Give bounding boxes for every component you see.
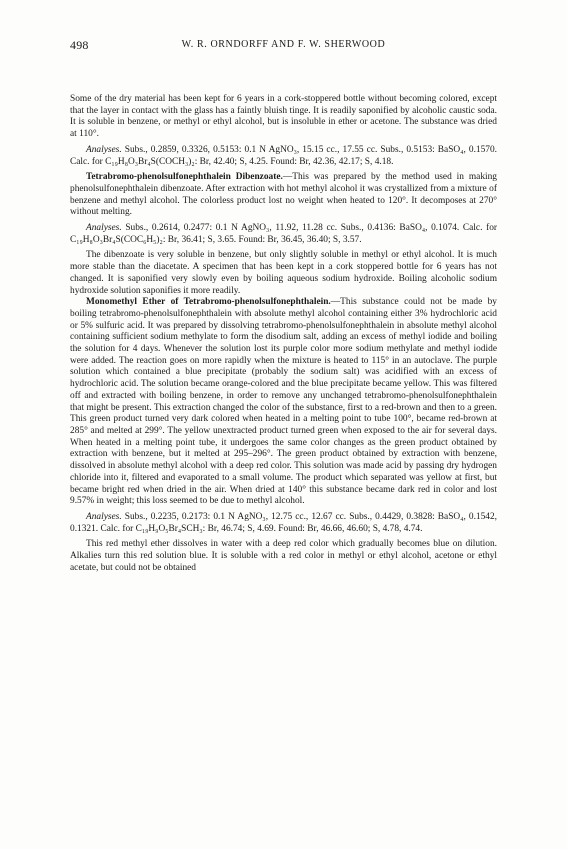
paragraph-red-methyl-ether: This red methyl ether dissolves in water with a deep red color which gradually becomes blue on dilution. Alkalies turn this red solution blue. It is soluble with a red color in methyl or ethyl alcohol, acetone or ethyl acetate, but could not be obtained (70, 539, 497, 573)
paragraph-analyses-methyl-ether (70, 512, 497, 535)
analyses-label: Analyses. (86, 223, 122, 234)
analyses-text: Subs., 0.2859, 0.3326, 0.5153: 0.1 N AgNO₃, 15.15 cc., 17.55 cc. Subs., 0.5153: BaSO₄, 0.1570. Calc. for C₁₉H₈O₃Br₄S(COCH₃)₂: Br, 42.40; S, 4.25. Found: Br, 42.36, 42.17; S, 4.18. (70, 144, 498, 167)
page-number: 498 (70, 38, 89, 52)
analyses-text: Subs., 0.2235, 0.2173: 0.1 N AgNO₃, 12.75 cc., 12.67 cc. Subs., 0.4429, 0.3828: BaSO₄, 0.1542, 0.1321. Calc. for C₁₉H₉O₅Br₄SCH₃: Br, 46.74; S, 4.69. Found: Br, 46.66, 46.60; S, 4.78, 4.74. (70, 511, 498, 534)
paragraph-analyses-dibenzoate (70, 223, 497, 246)
page-header (70, 38, 497, 54)
analyses-label: Analyses. (86, 511, 122, 522)
paragraph-monomethyl-ether: Monomethyl Ether of Tetrabromo-phenolsulfonephthalein.—This substance could not be made by boiling tetrabromo-phenolsulfonephthalein with absolute methyl alcohol containing either 3% hydrochloric acid or 5% sulfuric acid. It was prepared by dissolving tetrabromo-phenolsulfonephthalein in absolute methyl alcohol containing sufficient sodium methylate to form the disodium salt, adding an excess of methyl iodide and boiling the solution for 4 days. Whenever the solution lost its purple color more sodium methylate and methyl iodide were added. The reaction goes on more rapidly when the mixture is heated to 115° in an autoclave. The purple solution which contained a blue precipitate (probably the sodium salt) was acidified with an excess of hydrochloric acid. The solution became orange-colored and the blue precipitate became yellow. This was filtered off and extracted with boiling benzene, in order to remove any unchanged tetrabromo-phenolsulfonephthalein that might be present. This extraction changed the color of the substance, first to a red-brown and then to a green. This green product turned very dark colored when heated in a melting point to tube 100°, became red-brown at 285° and melted at 299°. The yellow unextracted product turned green when exposed to the air for several days. When heated in a melting point tube, it undergoes the same color changes as the green product obtained by extraction with benzene, but it melted at 295–296°. The green product obtained by extraction with benzene, dissolved in absolute methyl alcohol with a deep red color. This solution was made acid by passing dry hydrogen chloride into it, filtered and evaporated to a small volume. The product which separated was yellow at first, but became bright red when dried in the air. When dried at 140° this substance became dark red in color and lost 9.57% in weight; this loss seemed to be due to methyl alcohol. (70, 297, 497, 507)
analyses-text: Subs., 0.2614, 0.2477: 0.1 N AgNO₃, 11.92, 11.28 cc. Subs., 0.4136: BaSO₄, 0.1074. Calc. for C₁₉H₈O₃Br₄S(COC₆H₅)₂: Br, 36.41; S, 3.65. Found: Br, 36.45, 36.40; S, 3.57. (70, 223, 498, 245)
paragraph-text: This substance could not be made by boiling tetrabromo-phenolsulfonephthalein with absolute methyl alcohol containing either 3% hydrochloric acid or 5% sulfuric acid. It was prepared by dissolving tetrabromo-phenolsulfonephthalein in absolute methyl alcohol containing sufficient sodium methylate to form the disodium salt, adding an excess of methyl iodide and boiling the solution for 4 days. Whenever the solution lost its purple color more sodium methylate and methyl iodide were added. The reaction goes on more rapidly when the mixture is heated to 115° in an autoclave. The purple solution which contained a blue precipitate (probably the sodium salt) was acidified with an excess of hydrochloric acid. The solution became orange-colored and the blue precipitate became yellow. This was filtered off and extracted with boiling benzene, in order to remove any unchanged tetrabromo-phenolsulfonephthalein that might be present. This extraction changed the color of the substance, first to a red-brown and then to a green. This green product turned very dark colored when heated in a melting point to tube 100°, became red-brown at 285° and melted at 299°. The yellow unextracted product turned green when exposed to the air for several days. When heated in a melting point tube, it undergoes the same color changes as the green product obtained by extraction with benzene, but it melted at 295–296°. The green product obtained by extraction with benzene, dissolved in absolute methyl alcohol with a deep red color. This solution was made acid by passing dry hydrogen chloride into it, filtered and evaporated to a small volume. The product which separated was yellow at first, but became bright red when dried in the air. When dried at 140° this substance became dark red in color and lost 9.57% in weight; this loss seemed to be due to methyl alcohol. (70, 297, 497, 507)
section-heading-dibenzoate: Tetrabromo-phenolsulfonephthalein Dibenzoate. (86, 172, 283, 183)
paragraph-text: This was prepared by the method used in making phenolsulfonephthalein dibenzoate. After extraction with hot methyl alcohol it was crystallized from a mixture of benzene and methyl alcohol. The colorless product lost no weight when heated to 120°. It decomposes at 270° without melting. (70, 172, 497, 218)
analyses-label: Analyses. (86, 144, 122, 155)
paragraph-analyses-diacetate (70, 145, 497, 168)
paragraph-dry-material: Some of the dry material has been kept for 6 years in a cork-stoppered bottle without becoming colored, except that the layer in contact with the glass has a faintly bluish tinge. It is readily saponified by alcoholic caustic soda. It is soluble in benzene, or methyl or ethyl alcohol, but is insoluble in ether or acetone. The substance was dried at 110°. (70, 94, 497, 140)
paragraph-dibenzoate-solubility: The dibenzoate is very soluble in benzene, but only slightly soluble in methyl or ethyl alcohol. It is much more stable than the diacetate. A specimen that has been kept in a cork stoppered bottle for 6 years has not changed. It is saponified very slowly even by boiling aqueous sodium hydroxide. Boiling alcoholic sodium hydroxide solution saponifies it more readily. (70, 250, 497, 296)
section-heading-monomethyl-ether: Monomethyl Ether of Tetrabromo-phenolsulfonephthalein. (86, 297, 331, 308)
running-head: W. R. ORNDORFF AND F. W. SHERWOOD (181, 39, 386, 50)
paragraph-dibenzoate: Tetrabromo-phenolsulfonephthalein Dibenzoate.—This was prepared by the method used in making phenolsulfonephthalein dibenzoate. After extraction with hot methyl alcohol it was crystallized from a mixture of benzene and methyl alcohol. The colorless product lost no weight when heated to 120°. It decomposes at 270° without melting. (70, 172, 497, 218)
article-body (70, 94, 497, 574)
